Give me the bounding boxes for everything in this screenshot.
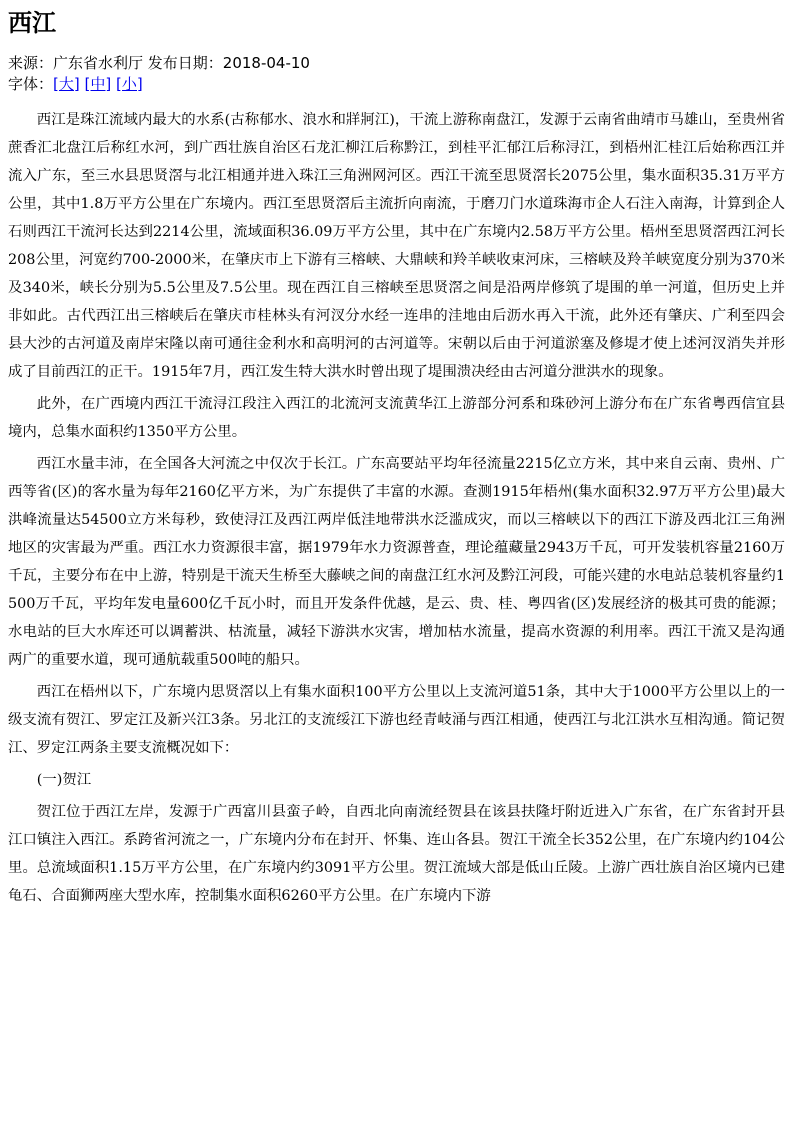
article-title: 西江 — [8, 9, 56, 37]
article-paragraph: 西江水量丰沛，在全国各大河流之中仅次于长江。广东高要站平均年径流量2215亿立方米，其中来自云南、贵州、广西等省(区)的客水量为每年2160亿平方米，为广东提供了丰富的水源。查测1915年梧州(集水面积32.97万平方公里)最大洪峰流量达54500立方米每秒，致使浔江及西江两岸低洼地带洪水泛滥成灾，而以三榕峡以下的西江下游及西北江三角洲地区的灾害最为严重。西江水力资源很丰富，据1979年水力资源普查，理论蕴藏量2943万千瓦，可开发装机容量2160万千瓦，主要分布在中上游，特别是干流天生桥至大藤峡之间的南盘江红水河及黔江河段，可能兴建的水电站总装机容量约1500万千瓦，平均年发电量600亿千瓦小时，而且开发条件优越，是云、贵、桂、粤四省(区)发展经济的极其可贵的能源；水电站的巨大水库还可以调蓄洪、枯流量，减轻下游洪水灾害，增加枯水流量，提高水资源的利用率。西江干流又是沟通两广的重要水道，现可通航载重500吨的船只。 — [8, 456, 785, 668]
article-content — [8, 106, 785, 910]
font-size-label: 字体： — [8, 75, 54, 93]
article-meta: 来源：广东省水利厅 发布日期：2018-04-10 — [8, 54, 310, 72]
article-paragraph: 此外，在广西境内西江干流浔江段注入西江的北流河支流黄华江上游部分河系和珠砂河上游分布在广东省粤西信宜县境内，总集水面积约1350平方公里。 — [8, 396, 785, 440]
font-size-medium-link[interactable]: [中] — [84, 75, 112, 93]
section-heading: (一)贺江 — [36, 772, 92, 788]
article-paragraph: 贺江位于西江左岸，发源于广西富川县蛮子岭，自西北向南流经贺县在该县扶隆圩附近进入广东省，在广东省封开县江口镇注入西江。系跨省河流之一，广东境内分布在封开、怀集、连山各县。贺江干流全长352公里，在广东境内约104公里。总流域面积1.15万平方公里，在广东境内约3091平方公里。贺江流域大部是低山丘陵。上游广西壮族自治区境内已建龟石、合面狮两座大型水库，控制集水面积6260平方公里。在广东境内下游 — [8, 804, 785, 904]
font-size-large-link[interactable]: [大] — [53, 75, 80, 93]
font-size-selector — [8, 74, 785, 94]
article-paragraph: 西江是珠江流域内最大的水系(古称郁水、浪水和牂牁江)，干流上游称南盘江，发源于云南省曲靖市马雄山，至贵州省蔗香汇北盘江后称红水河，到广西壮族自治区石龙汇柳江后称黔江，到桂平汇郁江后称浔江，到梧州汇桂江后始称西江并流入广东，至三水县思贤滘与北江相通并进入珠江三角洲网河区。西江干流至思贤滘长2075公里，集水面积35.31万平方公里，其中1.8万平方公里在广东境内。西江至思贤滘后主流折向南流，于磨刀门水道珠海市企人石注入南海，计算到企人石则西江干流河长达到2214公里，流域面积36.09万平方公里，其中在广东境内2.58万平方公里。梧州至思贤滘西江河长208公里，河宽约700-2000米，在肇庆市上下游有三榕峡、大鼎峡和羚羊峡收束河床，三榕峡及羚羊峡宽度分别为370米及340米，峡长分别为5.5公里及7.5公里。现在西江自三榕峡至思贤滘之间是沿两岸修筑了堤围的单一河道，但历史上并非如此。古代西江出三榕峡后在肇庆市桂林头有河汊分水经一连串的洼地由后沥水再入干流，此外还有肇庆、广利至四会县大沙的古河道及南岸宋隆以南可通往金利水和高明河的古河道等。宋朝以后由于河道淤塞及修堤才使上述河汊消失并形成了目前西江的正干。1915年7月，西江发生特大洪水时曾出现了堤围溃决经由古河道分泄洪水的现象。 — [8, 112, 785, 380]
font-size-small-link[interactable]: [小] — [116, 75, 143, 93]
article-paragraph: 西江在梧州以下，广东境内思贤滘以上有集水面积100平方公里以上支流河道51条，其中大于1000平方公里以上的一级支流有贺江、罗定江及新兴江3条。另北江的支流绥江下游也经青岐涌与西江相通，使西江与北江洪水互相沟通。简记贺江、罗定江两条主要支流概况如下： — [8, 684, 785, 756]
